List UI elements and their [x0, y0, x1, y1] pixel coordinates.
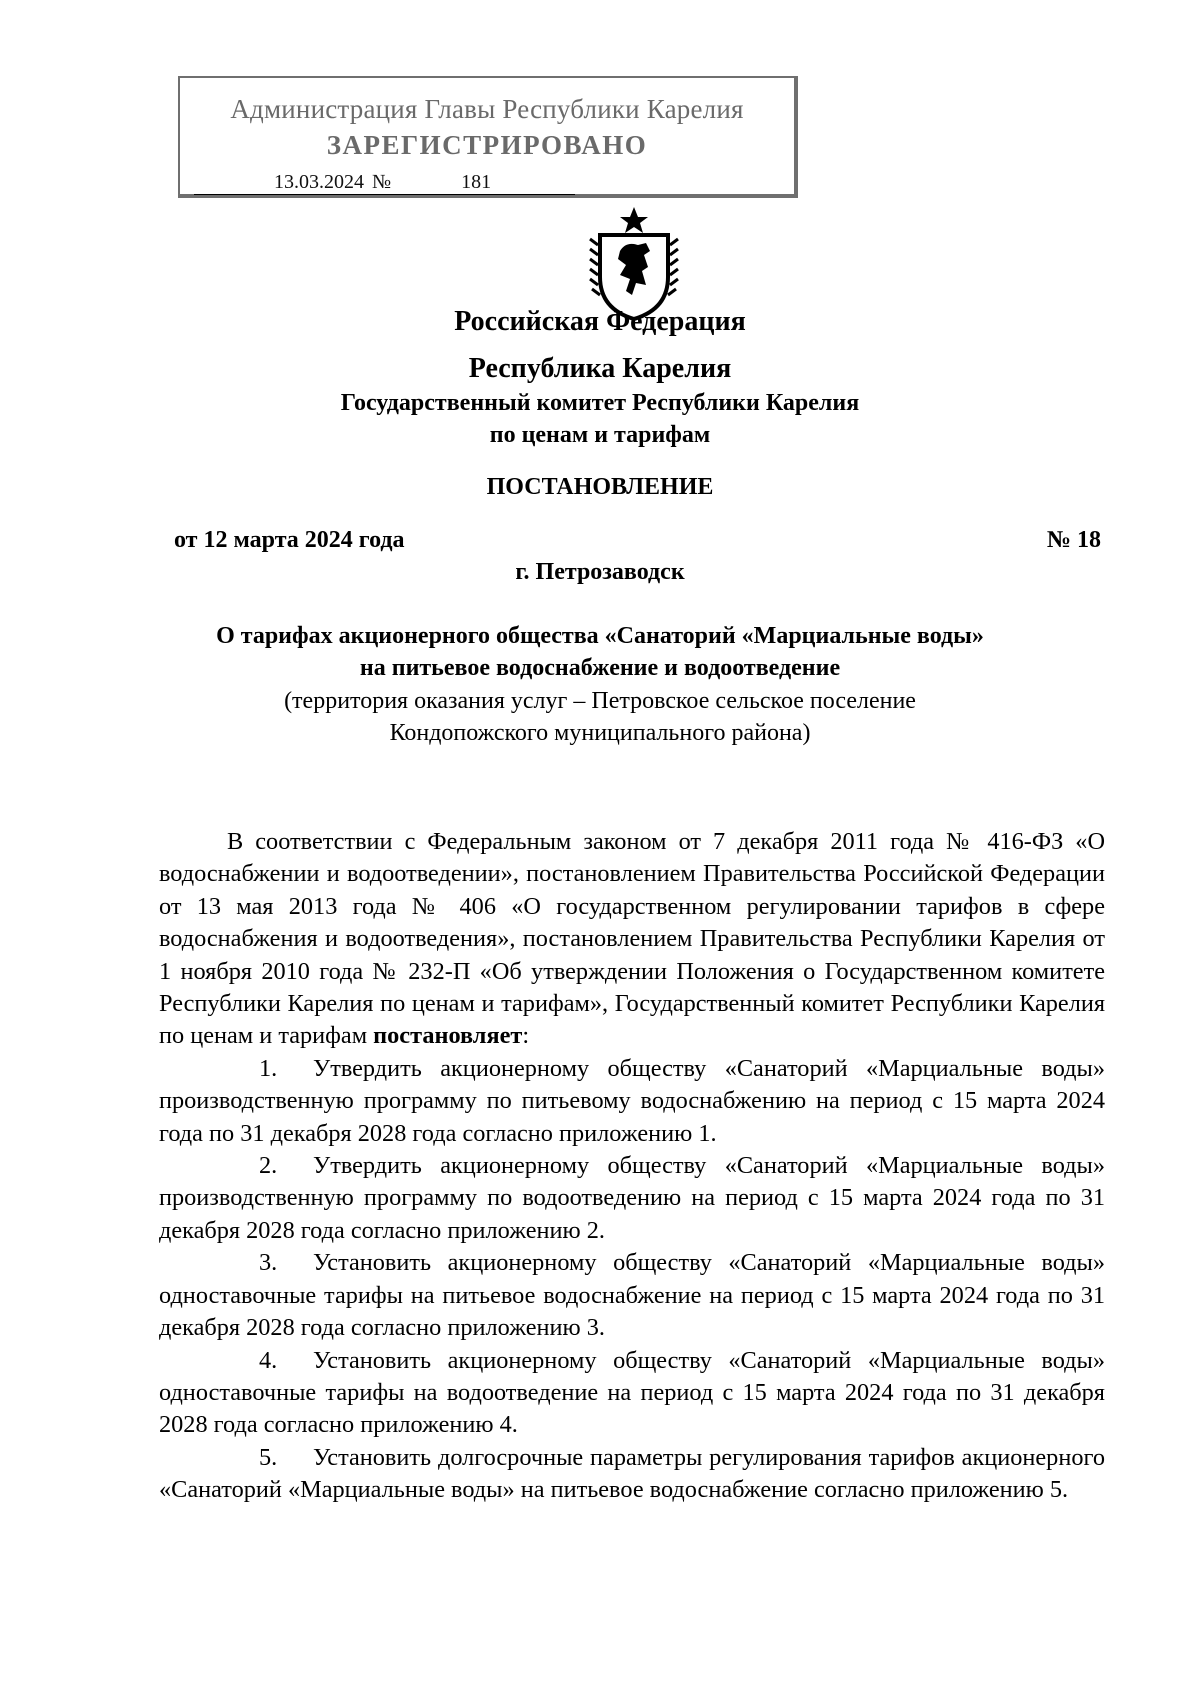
item-number: 1.: [259, 1054, 278, 1082]
document-body: [159, 826, 1105, 1507]
item-text: Установить акционерному обществу «Санаторий «Марциальные воды» одноставочные тарифы на питьевое водоснабжение на период с 15 марта 2024 года по 31 декабря 2028 года согласно приложению 3.: [159, 1249, 1105, 1342]
item-number: 2.: [259, 1152, 278, 1180]
item-text: Утвердить акционерному обществу «Санаторий «Марциальные воды» производственную программу по водоотведению на период с 15 марта 2024 года по 31 декабря 2028 года согласно приложению 2.: [159, 1152, 1105, 1244]
resolution-number: № 18: [1046, 527, 1101, 553]
list-item: [159, 1247, 1105, 1344]
list-item: [159, 1150, 1105, 1247]
committee-line-1: Государственный комитет Республики Карелия: [340, 390, 860, 416]
intro-decision-word: постановляет: [373, 1022, 523, 1050]
registration-stamp: [178, 76, 798, 198]
item-number: 3.: [259, 1249, 278, 1277]
stamp-date: 13.03.2024: [194, 171, 364, 195]
list-item: [159, 1345, 1105, 1442]
title-line-2: на питьевое водоснабжение и водоотведение: [359, 655, 841, 681]
intro-paragraph: [159, 826, 1105, 1053]
item-number: 4.: [259, 1346, 278, 1374]
stamp-status: ЗАРЕГИСТРИРОВАНО: [326, 130, 648, 160]
stamp-organization: Администрация Главы Республики Карелия: [230, 94, 744, 124]
item-text: Установить долгосрочные параметры регулирования тарифов акционерного «Санаторий «Марциальные воды» на питьевое водоснабжение согласно приложению 5.: [159, 1443, 1105, 1504]
city: г. Петрозаводск: [515, 559, 685, 585]
item-number: 5.: [259, 1443, 278, 1471]
intro-tail: :: [522, 1022, 530, 1050]
country-heading: Российская Федерация: [454, 306, 746, 337]
stamp-number-label: №: [364, 171, 391, 195]
list-item: [159, 1053, 1105, 1150]
list-item: [159, 1442, 1105, 1507]
intro-text: В соответствии с Федеральным законом от 7 декабря 2011 года № 416-ФЗ «О водоснабжении и водоотведении», постановлением Правительства Российской Федерации от 13 мая 2013 года № 406 «О государственном регулировании тарифов в сфере водоснабжения и водоотведения», постановлением Правительства Республики Карелия от 1 ноября 2010 года № 232-П «Об утверждении Положения о Государственном комитете Республики Карелия по ценам и тарифам», Государственный комитет Республики Карелия по ценам и тарифам: [159, 828, 1105, 1050]
document-type: ПОСТАНОВЛЕНИЕ: [486, 474, 714, 500]
stamp-number: 181: [391, 171, 575, 195]
item-text: Утвердить акционерному обществу «Санаторий «Марциальные воды» производственную программу по питьевому водоснабжению на период с 15 марта 2024 года по 31 декабря 2028 года согласно приложению 1.: [159, 1054, 1105, 1147]
committee-line-2: по ценам и тарифам: [489, 422, 711, 448]
republic-heading: Республика Карелия: [468, 353, 732, 384]
resolution-date: от 12 марта 2024 года: [174, 527, 405, 553]
title-subtitle-1: (территория оказания услуг – Петровское сельское поселение: [284, 688, 916, 714]
item-text: Установить акционерному обществу «Санаторий «Марциальные воды» одноставочные тарифы на водоотведение на период с 15 марта 2024 года по 31 декабря 2028 года согласно приложению 4.: [159, 1346, 1105, 1439]
title-line-1: О тарифах акционерного общества «Санаторий «Марциальные воды»: [216, 623, 984, 649]
title-subtitle-2: Кондопожского муниципального района): [389, 720, 811, 746]
stamp-date-line: [194, 171, 575, 195]
